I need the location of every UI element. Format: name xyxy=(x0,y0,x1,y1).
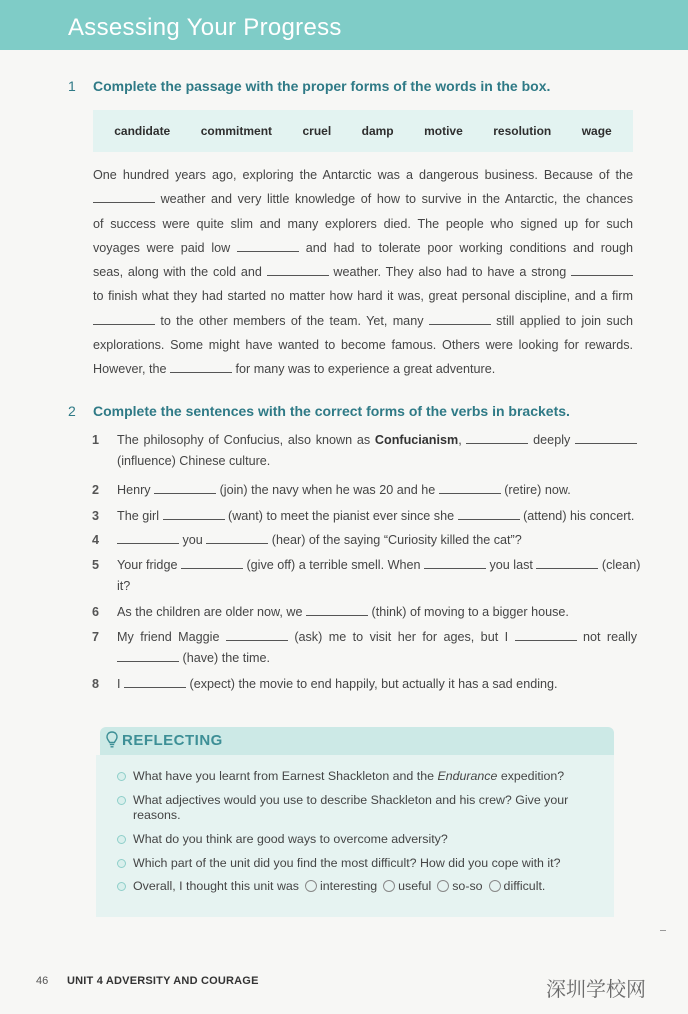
answer-blank[interactable] xyxy=(306,606,368,616)
word-box-item: wage xyxy=(581,124,612,138)
sentence-item xyxy=(92,506,637,527)
answer-blank[interactable] xyxy=(536,559,598,569)
unit-label: UNIT 4 ADVERSITY AND COURAGE xyxy=(67,975,259,987)
answer-blank[interactable] xyxy=(181,559,243,569)
answer-blank[interactable] xyxy=(226,631,288,641)
option-useful-radio[interactable] xyxy=(383,880,395,892)
answer-blank[interactable] xyxy=(575,434,637,444)
passage-line: weather and very little knowledge of how to survive in the Antarctic, the chances xyxy=(93,187,633,211)
passage-line: explorations. Some might have wanted to become famous. Others were looking for rewards. xyxy=(93,338,633,353)
sentence-number: 3 xyxy=(92,509,100,523)
passage-line: to the other members of the team. Yet, many still applied to join such xyxy=(93,309,633,333)
answer-blank[interactable] xyxy=(124,678,186,688)
bullet-icon xyxy=(117,772,126,781)
reflecting-title: REFLECTING xyxy=(122,731,223,749)
answer-blank[interactable] xyxy=(206,534,268,544)
sentence-number: 8 xyxy=(92,677,100,691)
reflecting-item-overall: Overall, I thought this unit was interesting useful so-so difficult. xyxy=(117,879,597,894)
reflecting-heading xyxy=(106,731,223,749)
sentence-item xyxy=(92,480,637,501)
answer-blank[interactable] xyxy=(117,652,179,662)
answer-blank[interactable] xyxy=(515,631,577,641)
sentence-number: 5 xyxy=(92,558,100,572)
answer-blank[interactable] xyxy=(237,242,299,252)
sentence-line: you (hear) of the saying “Curiosity killed the cat”? xyxy=(117,530,637,551)
sentence-item xyxy=(92,674,637,695)
sentence-line: As the children are older now, we (think) of moving to a bigger house. xyxy=(117,605,569,619)
passage-line: to finish what they had started no matter how hard it was, great personal discipline, and a firm xyxy=(93,289,633,304)
word-box-item: candidate xyxy=(114,124,171,138)
answer-blank[interactable] xyxy=(117,534,179,544)
sentence-number: 4 xyxy=(92,533,100,547)
option-difficult-radio[interactable] xyxy=(489,880,501,892)
section-1-heading xyxy=(68,78,550,94)
passage xyxy=(93,163,633,382)
sentence-line: Henry (join) the navy when he was 20 and he (retire) now. xyxy=(117,483,571,497)
sentence-line: I (expect) the movie to end happily, but actually it has a sad ending. xyxy=(117,677,558,691)
reflecting-item: What do you think are good ways to overcome adversity? xyxy=(117,832,597,847)
sentence-line: (influence) Chinese culture. xyxy=(117,454,271,468)
passage-line: However, the for many was to experience a great adventure. xyxy=(93,362,496,377)
reflecting-item: What have you learnt from Earnest Shackleton and the Endurance expedition? xyxy=(117,769,597,784)
sentence-item xyxy=(92,430,637,472)
answer-blank[interactable] xyxy=(466,434,528,444)
answer-blank[interactable] xyxy=(154,484,216,494)
word-box-item: resolution xyxy=(493,124,552,138)
section-1-number: 1 xyxy=(68,78,76,94)
section-2-instruction: Complete the sentences with the correct forms of the verbs in brackets. xyxy=(93,403,570,419)
sentence-item xyxy=(92,627,637,669)
sentence-number: 7 xyxy=(92,630,100,644)
passage-line: seas, along with the cold and weather. They also had to have a strong xyxy=(93,260,633,284)
section-1-instruction: Complete the passage with the proper forms of the words in the box. xyxy=(93,78,551,94)
answer-blank[interactable] xyxy=(93,193,155,203)
word-box-item: cruel xyxy=(302,124,332,138)
answer-blank[interactable] xyxy=(93,315,155,325)
answer-blank[interactable] xyxy=(424,559,486,569)
answer-blank[interactable] xyxy=(439,484,501,494)
word-box xyxy=(93,110,633,152)
page-number: 46 xyxy=(36,975,49,987)
reflecting-item: Which part of the unit did you find the most difficult? How did you cope with it? xyxy=(117,856,597,871)
sentence-line: Your fridge (give off) a terrible smell. When you last (clean) xyxy=(117,558,641,572)
option-so-so-radio[interactable] xyxy=(437,880,449,892)
answer-blank[interactable] xyxy=(571,266,633,276)
option-interesting-radio[interactable] xyxy=(305,880,317,892)
passage-line: voyages were paid low and had to tolerate poor working conditions and rough xyxy=(93,240,634,255)
sentence-item xyxy=(92,530,637,551)
word-box-item: commitment xyxy=(200,124,273,138)
sentence-line: it? xyxy=(117,579,131,593)
bullet-icon xyxy=(117,796,126,805)
sentence-line: The girl (want) to meet the pianist ever since she (attend) his concert. xyxy=(117,509,635,523)
sentence-number: 1 xyxy=(92,433,100,447)
bullet-icon xyxy=(117,859,126,868)
word-box-item: motive xyxy=(424,124,463,138)
passage-line: of success were quite slim and many explorers died. The people who signed up for such xyxy=(93,216,633,231)
sentence-line: My friend Maggie (ask) me to visit her for ages, but I not really xyxy=(117,630,638,644)
passage-line: One hundred years ago, exploring the Antarctic was a dangerous business. Because of the xyxy=(93,168,633,182)
key-term: Confucianism xyxy=(374,433,459,447)
page-title: Assessing Your Progress xyxy=(68,14,342,41)
answer-blank[interactable] xyxy=(267,266,329,276)
watermark: 深圳学校网 xyxy=(546,977,646,1001)
sentence-item xyxy=(92,602,637,623)
sentence-number: 2 xyxy=(92,483,100,497)
sentence-item xyxy=(92,555,641,597)
section-2-heading xyxy=(68,403,570,419)
reflecting-item: What adjectives would you use to describe Shackleton and his crew? Give your reasons. xyxy=(117,793,587,823)
bullet-icon xyxy=(117,882,126,891)
section-2-number: 2 xyxy=(68,403,76,419)
sentence-line: The philosophy of Confucius, also known as Confucianism, deeply xyxy=(117,430,637,451)
edge-mark xyxy=(660,930,666,931)
answer-blank[interactable] xyxy=(458,510,520,520)
answer-blank[interactable] xyxy=(429,315,491,325)
sentence-line: (have) the time. xyxy=(117,648,637,669)
bullet-icon xyxy=(117,835,126,844)
answer-blank[interactable] xyxy=(163,510,225,520)
word-box-item: damp xyxy=(361,124,394,138)
lightbulb-icon xyxy=(106,731,118,749)
answer-blank[interactable] xyxy=(170,363,232,373)
sentence-number: 6 xyxy=(92,605,100,619)
